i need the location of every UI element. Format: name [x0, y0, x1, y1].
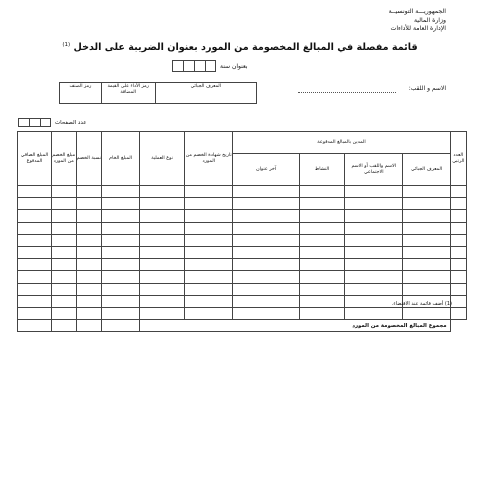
- col-activity-label: النشاط: [314, 166, 330, 172]
- table-cell[interactable]: [51, 234, 76, 246]
- table-cell[interactable]: [185, 307, 233, 319]
- pages-digit-box[interactable]: [40, 118, 51, 127]
- table-cell[interactable]: [102, 246, 140, 258]
- table-cell[interactable]: [18, 186, 52, 198]
- table-cell[interactable]: [299, 259, 344, 271]
- category-code-label: رمز الصنف: [69, 84, 92, 89]
- pages-label: عدد الصفحات: [55, 119, 87, 126]
- col-address: [233, 154, 300, 186]
- table-cell[interactable]: [450, 210, 466, 222]
- table-cell[interactable]: [450, 259, 466, 271]
- table-cell[interactable]: [18, 283, 52, 295]
- table-cell[interactable]: [233, 271, 300, 283]
- name-field-line[interactable]: [298, 92, 396, 93]
- table-cell[interactable]: [345, 234, 403, 246]
- col-net: [18, 132, 52, 186]
- table-row: [18, 246, 467, 258]
- table-cell[interactable]: [102, 234, 140, 246]
- col-tax-id: [403, 154, 450, 186]
- table-cell[interactable]: [299, 186, 344, 198]
- table-cell[interactable]: [76, 234, 102, 246]
- table-cell[interactable]: [76, 246, 102, 258]
- col-group-debtor-label: المدين بالمبالغ المدفوعة: [317, 139, 366, 145]
- total-net-cell[interactable]: [18, 320, 52, 332]
- table-row: [18, 186, 467, 198]
- table-cell[interactable]: [18, 259, 52, 271]
- table-cell[interactable]: [185, 246, 233, 258]
- year-digit-box[interactable]: [194, 60, 205, 72]
- table-cell[interactable]: [450, 198, 466, 210]
- col-op-type-label: نوع العملية: [151, 155, 173, 161]
- total-rate-cell[interactable]: [76, 320, 102, 332]
- table-cell[interactable]: [345, 222, 403, 234]
- table-cell[interactable]: [102, 222, 140, 234]
- pages-digit-box[interactable]: [18, 118, 29, 127]
- table-cell[interactable]: [450, 283, 466, 295]
- table-row: [18, 283, 467, 295]
- total-row: [18, 320, 467, 332]
- table-cell[interactable]: [185, 186, 233, 198]
- col-cert-date: [185, 132, 233, 186]
- col-tax-id-label: المعرف الجبائي: [410, 166, 443, 172]
- table-cell[interactable]: [140, 186, 185, 198]
- table-cell[interactable]: [233, 295, 300, 307]
- title-note-ref: (1): [62, 42, 71, 48]
- col-name: [345, 154, 403, 186]
- ministry-header: [389, 8, 446, 34]
- vat-code-cell[interactable]: [101, 83, 155, 104]
- table-cell[interactable]: [51, 246, 76, 258]
- year-label: بعنوان سنة: [220, 62, 248, 70]
- table-cell[interactable]: [233, 198, 300, 210]
- table-row: [18, 198, 467, 210]
- table-cell[interactable]: [76, 198, 102, 210]
- table-cell[interactable]: [18, 234, 52, 246]
- table-cell[interactable]: [76, 222, 102, 234]
- table-cell[interactable]: [345, 307, 403, 319]
- table-cell[interactable]: [233, 186, 300, 198]
- name-label: الاسم و اللقب:: [408, 85, 446, 92]
- table-cell[interactable]: [185, 271, 233, 283]
- table-cell[interactable]: [403, 198, 450, 210]
- tax-id-label: المعرف الجبائي: [190, 84, 222, 89]
- table-cell[interactable]: [233, 246, 300, 258]
- table-cell[interactable]: [18, 271, 52, 283]
- table-cell[interactable]: [51, 283, 76, 295]
- table-cell[interactable]: [140, 271, 185, 283]
- footnote: (1) أضف قائمة عند الاقتضاء.: [391, 301, 452, 307]
- table-row: [18, 259, 467, 271]
- year-digit-box[interactable]: [183, 60, 194, 72]
- table-cell[interactable]: [102, 271, 140, 283]
- header-line-directorate: الإدارة العامة للأداءات: [390, 25, 446, 33]
- table-row: [18, 234, 467, 246]
- table-cell[interactable]: [299, 222, 344, 234]
- table-cell[interactable]: [51, 307, 76, 319]
- table-cell[interactable]: [345, 259, 403, 271]
- table-cell[interactable]: [450, 271, 466, 283]
- table-cell[interactable]: [102, 307, 140, 319]
- col-withheld-label: مبلغ الخصم من المورد: [52, 152, 76, 164]
- col-withheld: [51, 132, 76, 186]
- col-net-label: المبلغ الصافي المدفوع: [20, 152, 49, 164]
- table-cell[interactable]: [51, 198, 76, 210]
- table-cell[interactable]: [450, 222, 466, 234]
- table-cell[interactable]: [102, 259, 140, 271]
- table-cell[interactable]: [450, 246, 466, 258]
- table-body: [18, 186, 467, 320]
- table-row: [18, 307, 467, 319]
- table-cell[interactable]: [403, 271, 450, 283]
- table-cell[interactable]: [185, 210, 233, 222]
- total-label: مجموع المبالغ المخصومة من المورد: [352, 322, 447, 329]
- table-cell[interactable]: [76, 259, 102, 271]
- header-line-republic: الجمهوريـــة التونسيــة: [388, 8, 446, 15]
- table-cell[interactable]: [18, 222, 52, 234]
- col-amount-label: المبلغ الخام: [109, 155, 133, 161]
- total-withheld-cell[interactable]: [51, 320, 76, 332]
- table-cell[interactable]: [450, 234, 466, 246]
- table-cell[interactable]: [76, 295, 102, 307]
- table-cell[interactable]: [140, 283, 185, 295]
- identity-table: [59, 82, 257, 104]
- table-cell[interactable]: [299, 246, 344, 258]
- table-cell[interactable]: [299, 307, 344, 319]
- table-cell[interactable]: [51, 295, 76, 307]
- form-title-text: قائمة مفصلة في المبالغ المخصومة من المورد بعنوان الضريبة على الدخل: [73, 42, 418, 54]
- col-name-label: الاسم واللقب أو الاسم الاجتماعي: [351, 163, 397, 175]
- table-cell[interactable]: [345, 271, 403, 283]
- table-cell[interactable]: [233, 222, 300, 234]
- table-cell[interactable]: [140, 222, 185, 234]
- table-cell[interactable]: [140, 210, 185, 222]
- category-code-cell[interactable]: [60, 83, 102, 104]
- tax-id-cell[interactable]: [155, 83, 256, 104]
- table-cell[interactable]: [185, 259, 233, 271]
- table-cell[interactable]: [233, 234, 300, 246]
- table-cell[interactable]: [18, 307, 52, 319]
- table-row: [18, 222, 467, 234]
- table-cell[interactable]: [403, 283, 450, 295]
- table-cell[interactable]: [18, 210, 52, 222]
- table-cell[interactable]: [403, 210, 450, 222]
- year-digit-box[interactable]: [172, 60, 183, 72]
- table-cell[interactable]: [403, 246, 450, 258]
- table-cell[interactable]: [185, 234, 233, 246]
- table-row: [18, 210, 467, 222]
- col-serial-label: العدد الرتبي: [452, 152, 465, 164]
- col-serial: [450, 132, 466, 186]
- table-cell[interactable]: [450, 307, 466, 319]
- table-cell[interactable]: [18, 246, 52, 258]
- table-cell[interactable]: [233, 307, 300, 319]
- form-title: [0, 42, 480, 53]
- table-cell[interactable]: [185, 222, 233, 234]
- pages-digit-box[interactable]: [29, 118, 40, 127]
- table-cell[interactable]: [233, 259, 300, 271]
- col-address-label: آخر عنوان: [256, 166, 277, 172]
- col-rate: [76, 132, 102, 186]
- table-cell[interactable]: [51, 271, 76, 283]
- table-cell[interactable]: [299, 210, 344, 222]
- table-cell[interactable]: [102, 283, 140, 295]
- table-cell[interactable]: [140, 234, 185, 246]
- col-rate-label: نسبة الخصم: [76, 155, 102, 161]
- table-cell[interactable]: [450, 186, 466, 198]
- table-cell[interactable]: [51, 222, 76, 234]
- table-cell[interactable]: [345, 186, 403, 198]
- table-cell[interactable]: [140, 198, 185, 210]
- pages-row: [18, 118, 87, 127]
- table-cell[interactable]: [450, 295, 466, 307]
- table-cell[interactable]: [140, 307, 185, 319]
- table-cell[interactable]: [299, 234, 344, 246]
- col-activity: [299, 154, 344, 186]
- table-cell[interactable]: [76, 271, 102, 283]
- year-row: [172, 60, 248, 72]
- year-digit-box[interactable]: [205, 60, 216, 72]
- col-cert-date-label: تاريخ شهادة الخصم من المورد: [185, 152, 232, 164]
- table-cell[interactable]: [51, 259, 76, 271]
- table-cell[interactable]: [403, 259, 450, 271]
- table-cell[interactable]: [345, 246, 403, 258]
- table-cell[interactable]: [185, 295, 233, 307]
- table-cell[interactable]: [403, 222, 450, 234]
- table-cell[interactable]: [403, 186, 450, 198]
- table-cell[interactable]: [299, 283, 344, 295]
- table-cell[interactable]: [76, 307, 102, 319]
- table-cell[interactable]: [18, 198, 52, 210]
- table-cell[interactable]: [76, 283, 102, 295]
- table-cell[interactable]: [140, 295, 185, 307]
- table-cell[interactable]: [76, 186, 102, 198]
- table-cell[interactable]: [51, 210, 76, 222]
- table-cell[interactable]: [102, 186, 140, 198]
- table-cell[interactable]: [185, 198, 233, 210]
- table-cell[interactable]: [345, 210, 403, 222]
- table-cell[interactable]: [233, 283, 300, 295]
- table-cell[interactable]: [299, 271, 344, 283]
- total-amount-cell[interactable]: [102, 320, 140, 332]
- table-cell[interactable]: [185, 283, 233, 295]
- table-cell[interactable]: [102, 210, 140, 222]
- col-amount: [102, 132, 140, 186]
- col-op-type: [140, 132, 185, 186]
- total-empty-cell: [450, 320, 466, 332]
- header-line-ministry: وزارة المالية: [413, 16, 446, 24]
- table-cell[interactable]: [345, 283, 403, 295]
- table-cell[interactable]: [403, 234, 450, 246]
- table-cell[interactable]: [140, 259, 185, 271]
- table-cell[interactable]: [299, 295, 344, 307]
- col-group-debtor: [233, 132, 450, 154]
- table-cell[interactable]: [233, 210, 300, 222]
- table-cell[interactable]: [345, 198, 403, 210]
- total-label-cell: [140, 320, 451, 332]
- table-row: [18, 271, 467, 283]
- table-cell[interactable]: [18, 295, 52, 307]
- table-cell[interactable]: [140, 246, 185, 258]
- table-cell[interactable]: [51, 186, 76, 198]
- table-cell[interactable]: [102, 295, 140, 307]
- table-cell[interactable]: [299, 198, 344, 210]
- table-cell[interactable]: [102, 198, 140, 210]
- table-cell[interactable]: [76, 210, 102, 222]
- table-cell[interactable]: [403, 307, 450, 319]
- vat-code-label: رمز الأداء على القيمة المضافة: [107, 84, 149, 95]
